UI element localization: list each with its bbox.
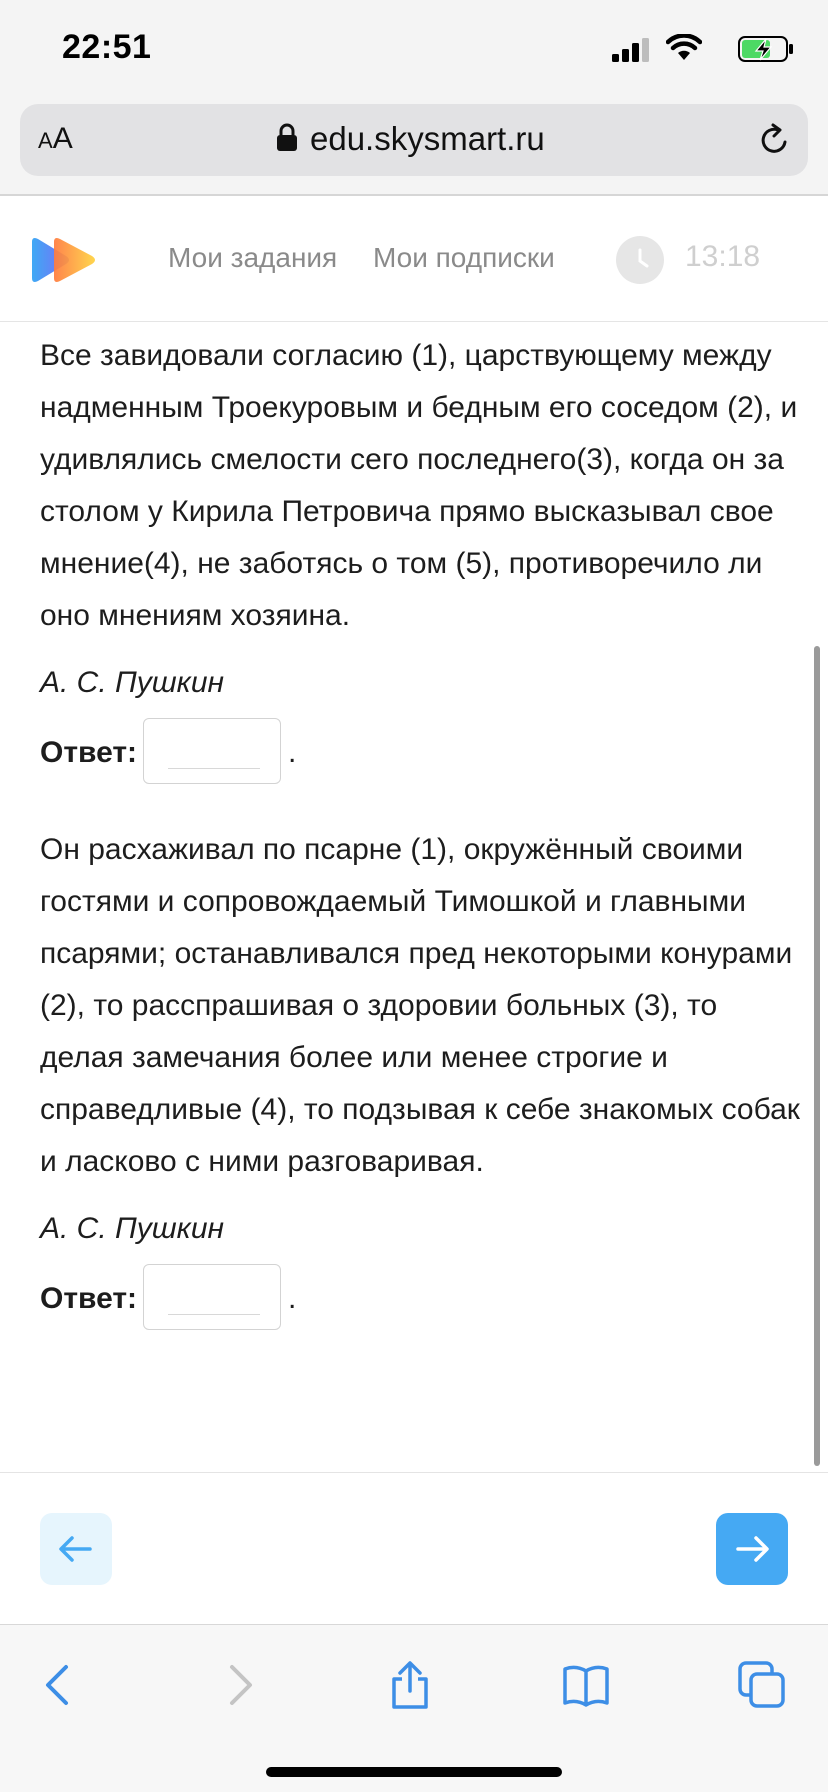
site-header	[0, 198, 828, 322]
footer-nav	[0, 1472, 828, 1624]
battery-charging-icon	[738, 36, 794, 62]
task-text-1: Все завидовали согласию (1), царствующему между надменным Троекуровым и бедным его соседом (2), и удивлялись смелости сего последнего(3), когда он за столом у Кирила Петровича прямо высказывал свое мнение(4), не заботясь о том (5), противоречило ли оно мнениям хозяина.	[40, 339, 798, 632]
timer-text: 13:18	[685, 240, 761, 273]
reload-icon[interactable]	[756, 122, 792, 158]
status-bar	[0, 0, 828, 96]
address-field[interactable]	[20, 104, 808, 176]
status-icons	[594, 34, 794, 62]
task-author-1: А. С. Пушкин	[40, 666, 225, 699]
answer-row-2	[40, 1264, 800, 1344]
book-icon[interactable]	[562, 1661, 610, 1709]
answer-suffix-2: .	[288, 1282, 297, 1315]
task-author-2: А. С. Пушкин	[40, 1212, 225, 1245]
status-time: 22:51	[62, 28, 152, 66]
nav-my-tasks[interactable]: Мои задания	[168, 242, 338, 273]
chevron-right-icon[interactable]	[214, 1661, 262, 1709]
prev-button[interactable]	[40, 1513, 112, 1585]
tabs-icon[interactable]	[738, 1661, 786, 1709]
answer-suffix-1: .	[288, 736, 297, 769]
arrow-left-icon	[56, 1529, 96, 1569]
next-button[interactable]	[716, 1513, 788, 1585]
task-text-2: Он расхаживал по псарне (1), окружённый своими гостями и сопровождаемый Тимошкой и главными псарями; останавливался пред некоторыми конурами (2), то расспрашивая о здоровии больных (3), то делая замечания более или менее строгие и справедливые (4), то подзывая к себе знакомых собак и ласково с ними разговаривая.	[40, 833, 800, 1178]
text-size-button[interactable]: AA	[38, 122, 73, 155]
answer-input-2[interactable]	[143, 1264, 281, 1330]
browser-bar	[0, 96, 828, 196]
chevron-left-icon[interactable]	[36, 1661, 84, 1709]
arrow-right-icon	[732, 1529, 772, 1569]
task-content	[40, 322, 800, 1344]
signal-icon	[612, 38, 652, 62]
answer-label-1: Ответ:	[40, 736, 138, 769]
lock-icon	[276, 122, 298, 152]
scrollbar[interactable]	[814, 646, 820, 1466]
clock-icon	[616, 236, 664, 284]
answer-label-2: Ответ:	[40, 1282, 138, 1315]
skysmart-logo-icon[interactable]	[30, 236, 98, 284]
share-icon[interactable]	[386, 1661, 434, 1709]
url-text[interactable]: edu.skysmart.ru	[310, 120, 545, 157]
answer-input-1[interactable]	[143, 718, 281, 784]
wifi-icon	[666, 34, 702, 62]
answer-row-1	[40, 718, 800, 798]
home-indicator	[266, 1767, 562, 1777]
safari-toolbar	[0, 1624, 828, 1792]
task-block-2	[40, 824, 800, 1344]
task-block-1	[40, 330, 800, 798]
nav-my-subscriptions[interactable]: Мои подписки	[373, 242, 555, 273]
